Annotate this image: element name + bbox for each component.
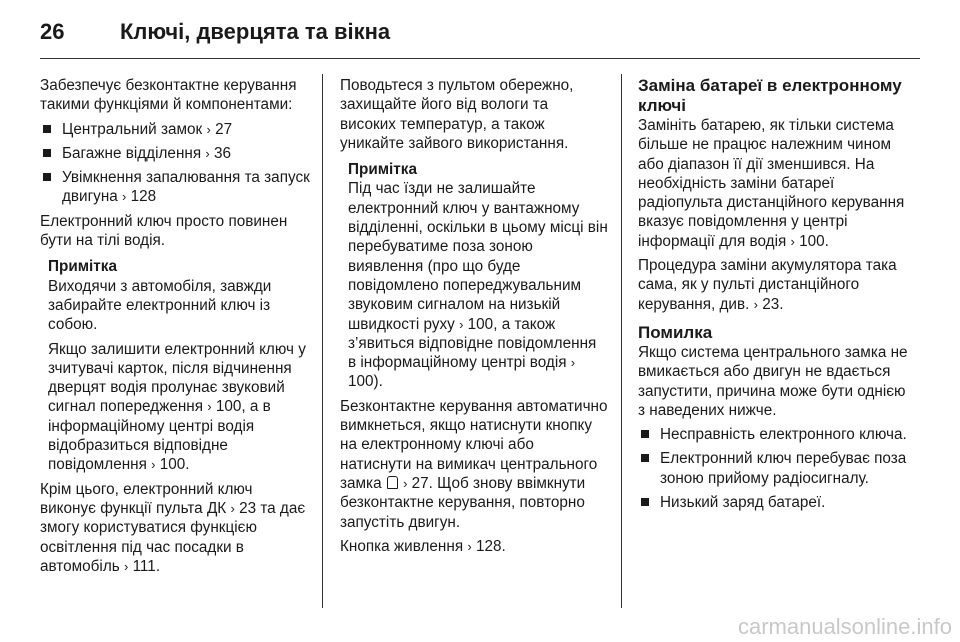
- bullet-icon: [43, 125, 51, 133]
- list-item: [638, 449, 913, 488]
- list-item-text: Центральний замок: [62, 120, 203, 138]
- bullet-icon: [43, 149, 51, 157]
- arrow-ref-icon: ›: [207, 399, 212, 415]
- list-item-text: Багажне відділення: [62, 144, 202, 162]
- list-item: [638, 425, 913, 444]
- page-ref[interactable]: 36: [213, 144, 231, 162]
- arrow-ref-icon: ›: [790, 233, 795, 249]
- body-text: Безконтактне керування автоматично вимкнеться, якщо натиснути кнопку на електронному ключі або натиснути на вимикач центрального замка › 27. Щоб знову ввімкнути безконтактне керування, повторно запустіть двигун.: [340, 397, 608, 531]
- note-block: [40, 257, 310, 474]
- page-ref[interactable]: 128: [130, 188, 157, 206]
- note-text: Під час їзди не залишайте електронний ключ у вантажному відділенні, оскільки в цьому місці він перебуватиме поза зоною виявлення (про що буде повідомлено попереджувальним звуковим сигналом на низькій швидкості руху › 100, а також з’явиться відповідне повідомлення в інформаційному центрі водія › 100).: [348, 180, 608, 391]
- body-text: Замініть батарею, як тільки система більше не працює належним чином або діапазон її дії зменшився. На необхідність заміни батареї радіопульта дистанційного керування вказує повідомлення у центрі інформації для водія › 100.: [638, 117, 905, 250]
- intro-text: Забезпечує безконтактне керування такими функціями й компонентами:: [40, 77, 297, 114]
- arrow-ref-icon: ›: [206, 121, 211, 137]
- list-item-text: Електронний ключ перебуває поза зоною прийому радіосигналу.: [660, 450, 907, 487]
- column-2: [340, 76, 608, 561]
- arrow-ref-icon: ›: [122, 189, 127, 205]
- arrow-ref-icon: ›: [753, 296, 758, 312]
- bullet-icon: [641, 430, 649, 438]
- watermark: carmanualsonline.info: [737, 614, 952, 639]
- arrow-ref-icon: ›: [123, 558, 129, 574]
- body-text: Кнопка живлення › 128.: [340, 537, 506, 555]
- body-text: Поводьтеся з пультом обережно, захищайте його від вологи та високих температур, а також уникайте зайвого використання.: [340, 77, 574, 152]
- page-ref[interactable]: 27: [215, 120, 233, 138]
- note-text: Якщо залишити електронний ключ у зчитувачі карток, після відчинення дверцят водія пролунає звуковий сигнал попередження › 100, а в інформаційному центрі водія відобразиться відповідне повідомлення › 100.: [48, 340, 306, 474]
- section-title-battery: Заміна батареї в електронному ключі: [638, 76, 902, 115]
- arrow-ref-icon: ›: [403, 475, 408, 491]
- list-item: [638, 493, 913, 512]
- column-3: [638, 76, 913, 517]
- body-text: Якщо система центрального замка не вмикається або двигун не вдається запустити, причина може бути однією з наведених нижче.: [638, 343, 908, 419]
- body-text: Процедура заміни акумулятора така сама, як у пульті дистанційного керування, див. › 23.: [638, 257, 897, 313]
- note-block: [340, 160, 608, 392]
- bullet-icon: [641, 498, 649, 506]
- page-header: [40, 17, 390, 47]
- arrow-ref-icon: ›: [205, 145, 210, 161]
- bullet-icon: [43, 173, 51, 181]
- column-1: [40, 76, 310, 581]
- column-divider-1: [322, 74, 323, 608]
- list-item-text: Несправність електронного ключа.: [660, 426, 907, 444]
- arrow-ref-icon: ›: [570, 355, 576, 371]
- page-title: Ключі, дверцята та вікна: [120, 19, 391, 44]
- note-text: Виходячи з автомобіля, завжди забирайте електронний ключ із собою.: [48, 277, 272, 334]
- arrow-ref-icon: ›: [467, 538, 472, 554]
- note-title: Примітка: [348, 161, 417, 179]
- lock-icon: [387, 476, 398, 489]
- bullet-icon: [641, 454, 649, 462]
- list-item-text: Низький заряд батареї.: [660, 494, 826, 512]
- section-title-error: Помилка: [638, 322, 713, 342]
- arrow-ref-icon: ›: [230, 500, 235, 516]
- body-text: Крім цього, електронний ключ виконує функції пульта ДК › 23 та дає змогу користуватися функцією освітлення під час посадки в автомобіль › 111.: [40, 480, 306, 575]
- body-text: Електронний ключ просто повинен бути на тілі водія.: [40, 212, 288, 250]
- note-title: Примітка: [48, 258, 117, 276]
- feature-list: [40, 120, 310, 207]
- header-rule: [40, 58, 920, 59]
- error-cause-list: [638, 425, 913, 512]
- arrow-ref-icon: ›: [459, 316, 464, 332]
- page-number: 26: [40, 19, 65, 44]
- list-item: [40, 168, 310, 207]
- arrow-ref-icon: ›: [151, 457, 156, 473]
- list-item: [40, 144, 310, 163]
- list-item-text: Увімкнення запалювання та запуск двигуна: [62, 169, 310, 206]
- column-divider-2: [621, 74, 622, 608]
- list-item: [40, 120, 310, 139]
